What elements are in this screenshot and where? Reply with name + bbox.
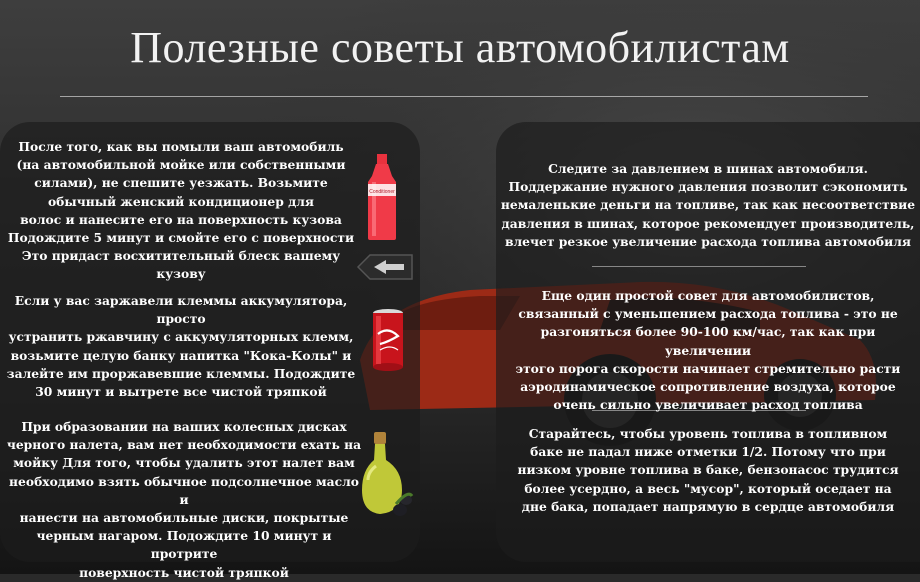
tip-line: нанести на автомобильные диски, покрытые	[19, 510, 349, 526]
tip-battery-cola	[6, 292, 356, 401]
tip-line: 30 минут и вытрете все чистой тряпкой	[35, 384, 327, 400]
tip-tire-pressure	[500, 160, 916, 251]
tip-line: давления в шинах, которое рекомендует производитель,	[501, 215, 915, 231]
tip-line: При образовании на ваших колесных дисках	[21, 419, 347, 434]
tip-line: устранить ржавчину с аккумуляторных клемм,	[8, 329, 354, 345]
tip-line: Подождите 5 минут и смойте его с поверхности	[7, 230, 355, 246]
tip-line: поверхность чистой тряпкой	[79, 564, 289, 580]
tip-line: разгоняться более 90-100 км/час, так как при увеличении	[540, 324, 876, 358]
tip-line: влечет резкое увеличение расхода топлива автомобиля	[504, 233, 912, 249]
page-title: Полезные советы автомобилистам	[130, 23, 790, 72]
tip-line: более усердно, а весь "мусор", который оседает на	[524, 480, 892, 496]
tip-line: Еще один простой совет для автомобилистов,	[541, 288, 875, 303]
tip-divider	[592, 410, 806, 411]
tip-line: возьмите целую банку напитка "Кока-Колы" и	[10, 347, 352, 363]
tip-line: дне бака, попадает напрямую в сердце автомобиля	[521, 498, 895, 514]
tip-car-wash-conditioner	[6, 138, 356, 284]
tip-line: черного налета, вам нет необходимости ехать на	[6, 437, 362, 453]
tip-line: обычный женский кондиционер для	[47, 193, 315, 209]
tip-line: Следите за давлением в шинах автомобиля.	[548, 161, 868, 176]
tip-line: Поддержание нужного давления позволит сэкономить	[508, 179, 908, 195]
tip-divider	[592, 266, 806, 267]
tip-line: немаленькие деньги на топливе, так как несоответствие	[500, 197, 916, 213]
tip-line: Это придаст восхитительный блеск вашему кузову	[21, 248, 341, 282]
tip-fuel-level	[500, 425, 916, 516]
tip-line: После того, как вы помыли ваш автомобиль	[18, 139, 344, 154]
tip-line: аэродинамическое сопротивление воздуха, которое	[520, 379, 896, 395]
bottle-label: Conditioner	[369, 189, 395, 195]
conditioner-bottle-icon	[364, 152, 400, 242]
tip-speed-limit	[500, 287, 916, 414]
tip-line: низком уровне топлива в баке, бензонасос трудится	[517, 462, 899, 478]
tip-line: волос и нанесите его на поверхность кузова	[20, 211, 342, 227]
tip-line: необходимо взять обычное подсолнечное масло и	[9, 473, 359, 507]
oil-bottle-icon	[362, 430, 414, 524]
tip-line: баке не падал ниже отметки 1/2. Потому что при	[530, 444, 886, 460]
tip-line: мойку Для того, чтобы удалить этот налет вам	[13, 455, 355, 471]
tip-line: (на автомобильной мойке или собственными	[16, 157, 346, 173]
tip-line: очень сильно увеличивает расход топлива	[553, 397, 863, 413]
cola-can-icon	[370, 308, 406, 372]
tip-line: черным нагаром. Подождите 10 минут и протрите	[36, 528, 332, 562]
tip-line: силами), не спешите уезжать. Возьмите	[34, 175, 328, 191]
tip-line: этого порога скорости начинает стремительно расти	[515, 360, 901, 376]
title-divider	[60, 96, 868, 97]
tip-wheel-oil	[6, 418, 362, 582]
tip-line: Если у вас заржавели клеммы аккумулятора, просто	[14, 293, 348, 327]
tip-line: Старайтесь, чтобы уровень топлива в топливном	[528, 426, 888, 441]
road-sign-icon	[356, 252, 414, 282]
tip-line: залейте им проржавевшие клеммы. Подождите	[6, 365, 356, 381]
tip-line: связанный с уменьшением расхода топлива - это не	[518, 306, 898, 322]
